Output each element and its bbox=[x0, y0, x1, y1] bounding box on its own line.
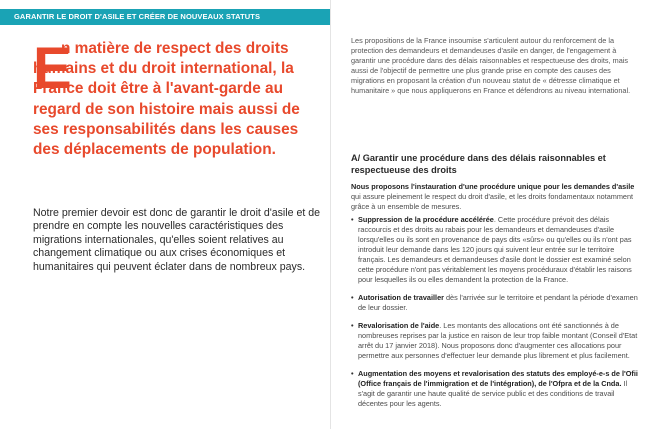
right-intro-paragraph bbox=[351, 36, 641, 96]
lede-text: n matière de respect des droits humains et du droit international, la France doit être à l'avant-garde au regard de son histoire mais aussi de ses responsabilités dans les causes des déplacements de population. bbox=[33, 40, 300, 159]
procedure-lead-paragraph bbox=[351, 182, 641, 212]
section-a-heading: A/ Garantir une procédure dans des délais raisonnables et respectueuse des droits bbox=[351, 153, 606, 175]
intro-paragraph: Notre premier devoir est donc de garantir le droit d'asile et de prendre en compte les nouvelles caractéristiques des migrations internationales, qu'elles soient relatives au changement climatique ou aux crises économiques et humanitaires qui peuvent éclater dans de nombreux pays. bbox=[33, 207, 321, 273]
bullet-text: . Cette procédure prévoit des délais raccourcis et des droits au rabais pour les demandeurs et demandeuses d'asile lorsqu'elles ou ils sont en provenance de pays dits «sûrs» ou qu'elles ou ils n'ont pas introduit leur demande dans les 120 jours qui suivent leur entrée sur le territoire français. Les demandeurs et demandeuses d'asile dont le dossier est examiné selon cette procédure n'ont pas véritablement les moyens procéduraux d'établir les raisons pour lesquelles ils ou elles demandent la protection de la France. bbox=[358, 215, 632, 284]
list-item bbox=[351, 369, 641, 409]
lead-rest: qui assure pleinement le respect du droit d'asile, et les droits fondamentaux notamment grâce à un ensemble de mesures. bbox=[351, 192, 634, 211]
list-item bbox=[351, 293, 641, 313]
drop-cap-letter: E bbox=[33, 36, 72, 101]
right-intro-text: Les propositions de la France insoumise s'articulent autour du renforcement de la protection des demandeurs et demandeuses d'asile en danger, de l'engagement à garantir une procédure dans des délais raisonnables et respectueuse des droits, mais aussi de l'objectif de permettre une plus grande prise en compte des causes des migrations en proposant la création d'un nouveau statut de « détresse climatique et humanitaire » que nous appliquerons en France et défendrons au niveau international. bbox=[351, 36, 631, 95]
bullet-text: . Les montants des allocations ont été sanctionnés à de nombreuses reprises par la justice en raison de leur trop faible montant (Conseil d'Etat arrêt du 17 janvier 2018). Nous proposons donc d'augmenter ces allocations pour permettre aux personnes d'effectuer leur demande plus librement et plus facilement. bbox=[358, 321, 638, 360]
list-item bbox=[351, 321, 641, 361]
bullet-icon: • bbox=[351, 369, 354, 378]
section-header: GARANTIR LE DROIT D'ASILE ET CRÉER DE NOUVEAUX STATUTS bbox=[0, 9, 330, 25]
lede-paragraph bbox=[33, 36, 321, 160]
bullet-bold: Augmentation des moyens et revalorisation des statuts des employé-e-s de l'Ofii (Office français de l'immigration et de l'intégration), de l'Ofpra et de la Cnda. bbox=[358, 369, 638, 388]
measures-list bbox=[351, 215, 641, 417]
bullet-bold: Suppression de la procédure accélérée bbox=[358, 215, 494, 224]
list-item bbox=[351, 215, 641, 285]
bullet-text: dès l'arrivée sur le territoire et pendant la période d'examen de leur dossier. bbox=[358, 293, 638, 312]
bullet-icon: • bbox=[351, 215, 354, 224]
bullet-bold: Revalorisation de l'aide bbox=[358, 321, 440, 330]
page-fold-divider bbox=[330, 0, 331, 429]
bullet-text: Il s'agit de garantir une haute qualité de service public et des conditions de travail décentes pour les agents. bbox=[358, 379, 628, 408]
bullet-icon: • bbox=[351, 321, 354, 330]
bullet-bold: Autorisation de travailler bbox=[358, 293, 444, 302]
bullet-icon: • bbox=[351, 293, 354, 302]
lead-bold: Nous proposons l'instauration d'une procédure unique pour les demandes d'asile bbox=[351, 182, 635, 191]
